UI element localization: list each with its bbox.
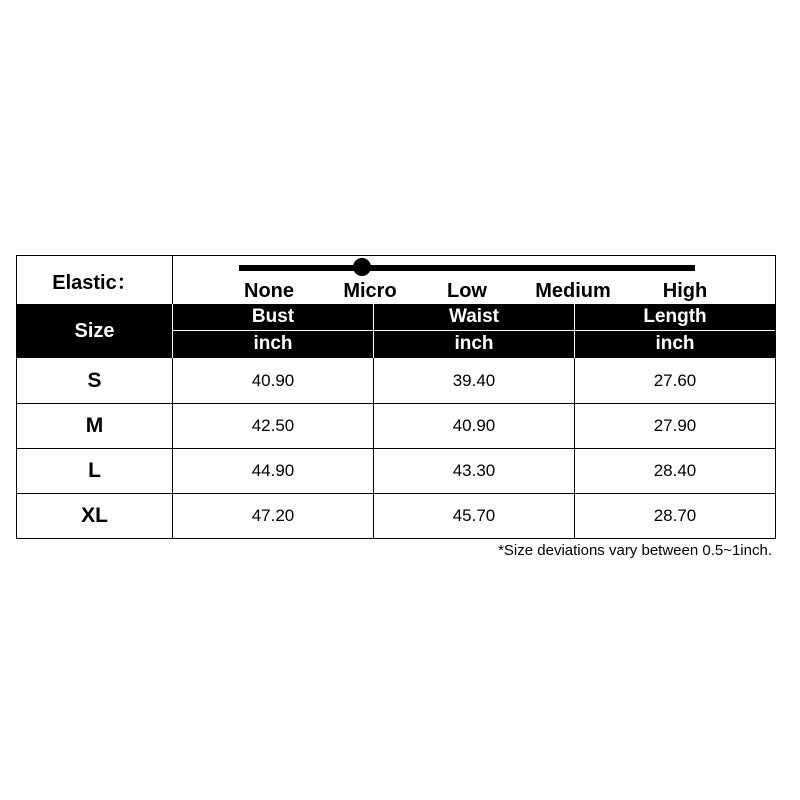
bust-cell: 40.90 bbox=[173, 358, 374, 403]
header-bust-name: Bust bbox=[173, 304, 373, 331]
header-waist-unit: inch bbox=[454, 333, 494, 354]
elastic-row bbox=[17, 256, 775, 304]
table-header bbox=[17, 304, 775, 358]
size-cell: L bbox=[17, 449, 173, 493]
elastic-level-medium: Medium bbox=[535, 280, 611, 302]
header-length-unit: inch bbox=[655, 333, 695, 354]
bust-cell: 42.50 bbox=[173, 404, 374, 448]
table-row bbox=[17, 448, 775, 493]
size-cell: XL bbox=[17, 494, 173, 538]
size-footnote: *Size deviations vary between 0.5~1inch. bbox=[498, 542, 772, 559]
waist-cell: 40.90 bbox=[374, 404, 575, 448]
size-chart bbox=[16, 255, 776, 539]
header-bust-unit: inch bbox=[253, 333, 293, 354]
table-row bbox=[17, 493, 775, 538]
elastic-level-none: None bbox=[244, 280, 294, 302]
length-cell: 28.40 bbox=[653, 461, 697, 480]
elastic-level-high: High bbox=[662, 280, 708, 302]
elastic-level-micro: Micro bbox=[343, 280, 397, 302]
length-cell: 27.60 bbox=[653, 370, 697, 390]
table-body bbox=[17, 358, 775, 538]
length-cell: 27.90 bbox=[653, 416, 697, 435]
elastic-level-low: Low bbox=[447, 280, 487, 302]
header-size: Size bbox=[17, 304, 173, 358]
waist-cell: 45.70 bbox=[374, 494, 575, 538]
length-cell: 28.70 bbox=[653, 506, 697, 525]
elastic-label: Elastic： bbox=[17, 256, 173, 304]
header-waist bbox=[374, 304, 575, 358]
header-bust bbox=[173, 304, 374, 358]
size-cell: S bbox=[17, 358, 173, 403]
waist-cell: 39.40 bbox=[374, 358, 575, 403]
header-length-name: Length bbox=[575, 304, 775, 331]
header-length bbox=[575, 304, 775, 358]
waist-cell: 43.30 bbox=[374, 449, 575, 493]
elastic-marker bbox=[353, 258, 371, 276]
table-row bbox=[17, 358, 775, 403]
header-waist-name: Waist bbox=[374, 304, 574, 331]
size-cell: M bbox=[17, 404, 173, 448]
table-row bbox=[17, 403, 775, 448]
bust-cell: 44.90 bbox=[173, 449, 374, 493]
bust-cell: 47.20 bbox=[173, 494, 374, 538]
elastic-scale-track bbox=[239, 265, 695, 271]
